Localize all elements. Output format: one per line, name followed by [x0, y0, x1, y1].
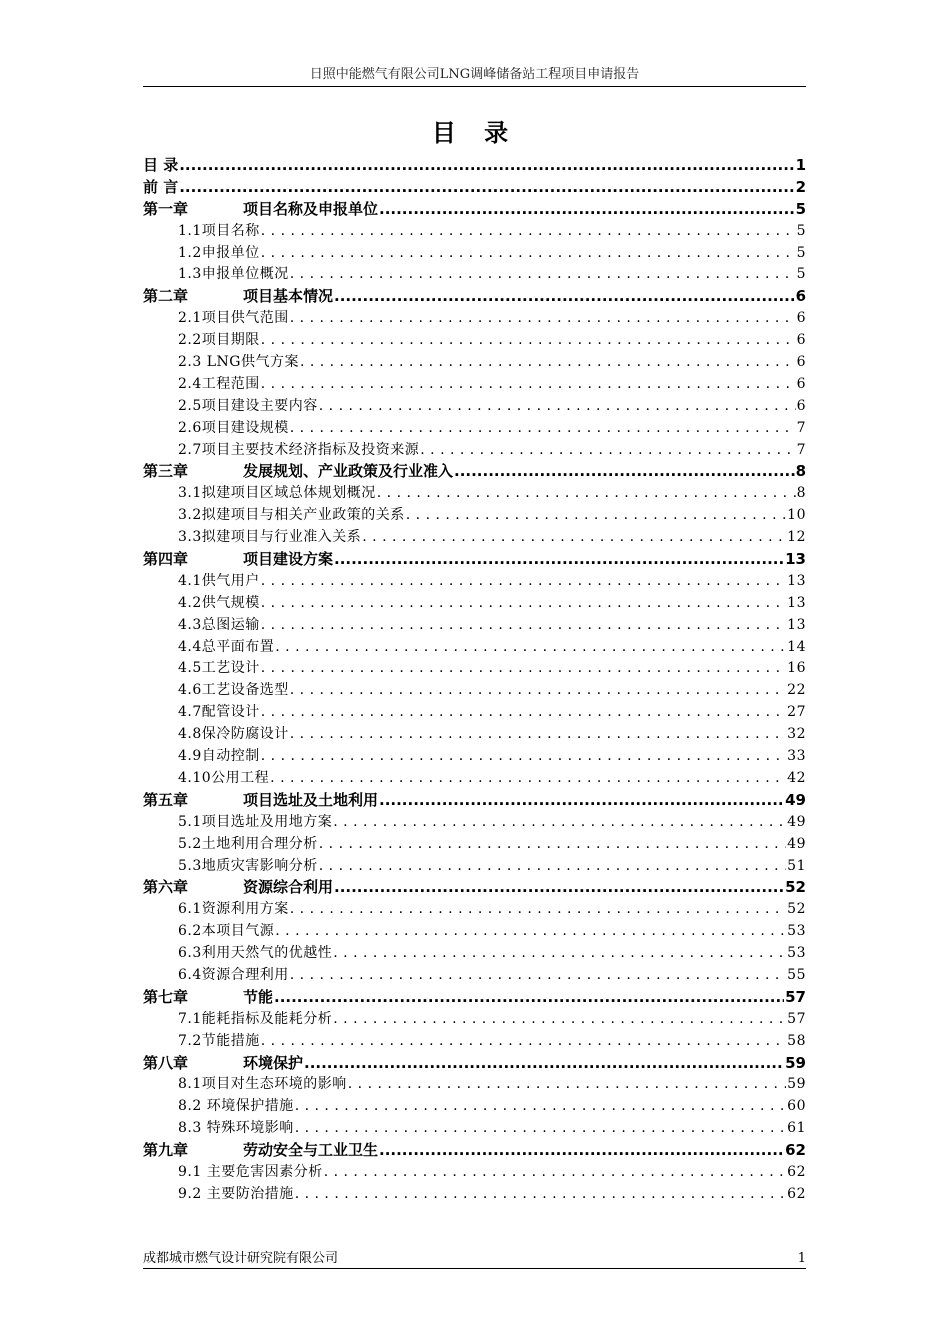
dot-leader: [304, 1054, 784, 1072]
toc-chapter-entry[interactable]: [143, 198, 806, 220]
toc-section-entry[interactable]: [143, 898, 806, 920]
toc-entry-title: 2.5项目建设主要内容: [178, 397, 318, 414]
dot-leader: [261, 660, 786, 676]
toc-chapter-entry[interactable]: [143, 176, 806, 198]
toc-entry-title: 项目选址及土地利用: [243, 790, 379, 809]
toc-section-entry[interactable]: [143, 526, 806, 548]
toc-section-entry[interactable]: [143, 373, 806, 395]
toc-page-number: 10: [787, 507, 806, 524]
toc-page-number: 49: [787, 835, 806, 852]
toc-section-entry[interactable]: [143, 504, 806, 526]
dot-leader: [261, 748, 786, 764]
toc-entry-title: 8.2 环境保护措施: [178, 1098, 294, 1115]
toc-entry-title: 4.3总图运输: [178, 616, 260, 633]
toc-page-number: 7: [796, 419, 806, 436]
dot-leader: [290, 901, 786, 917]
toc-page-number: 33: [787, 748, 806, 765]
toc-chapter-entry[interactable]: [143, 548, 806, 570]
toc-section-entry[interactable]: [143, 855, 806, 877]
dot-leader: [179, 178, 794, 196]
toc-entry-title: 4.7配管设计: [178, 704, 260, 721]
toc-page-number: 58: [787, 1032, 806, 1049]
toc-section-entry[interactable]: [143, 1117, 806, 1139]
toc-entry-title: 4.4总平面布置: [178, 638, 275, 655]
toc-page-number: 49: [785, 790, 806, 809]
toc-entry-title: 4.6工艺设备选型: [178, 682, 289, 699]
toc-entry-title: 9.2 主要防治措施: [178, 1185, 294, 1202]
toc-page-number: 1: [795, 156, 806, 174]
dot-leader: [295, 1120, 786, 1136]
toc-page-number: 61: [787, 1120, 806, 1137]
toc-chapter-number: 第八章: [143, 1053, 189, 1072]
dot-leader: [377, 485, 796, 501]
dot-leader: [324, 1164, 786, 1180]
toc-page-number: 6: [795, 287, 806, 306]
toc-section-entry[interactable]: [143, 1095, 806, 1117]
toc-entry-title: 环境保护: [243, 1053, 304, 1072]
toc-entry-title: 4.1供气用户: [178, 572, 260, 589]
toc-entry-title: 节能: [243, 987, 274, 1006]
toc-section-entry[interactable]: [143, 395, 806, 417]
dot-leader: [290, 266, 796, 282]
toc-entry-title: 4.5工艺设计: [178, 660, 260, 677]
toc-entry-title: 4.9自动控制: [178, 748, 260, 765]
toc-section-entry[interactable]: [143, 723, 806, 745]
dot-leader: [379, 200, 795, 218]
toc-section-entry[interactable]: [143, 439, 806, 461]
toc-page-number: 5: [796, 244, 806, 261]
toc-page-number: 6: [796, 354, 806, 371]
toc-entry-title: 5.2土地利用合理分析: [178, 835, 318, 852]
dot-leader: [275, 923, 786, 939]
toc-page-number: 32: [787, 726, 806, 743]
toc-page-number: 57: [787, 1010, 806, 1027]
toc-chapter-number: 第二章: [143, 287, 189, 306]
toc-entry-title: 6.2本项目气源: [178, 923, 275, 940]
toc-page-number: 59: [787, 1076, 806, 1093]
toc-page-number: 51: [787, 857, 806, 874]
toc-page-number: 62: [785, 1141, 806, 1160]
toc-chapter-number: 第六章: [143, 878, 189, 897]
toc-page-number: 62: [787, 1185, 806, 1202]
toc-section-entry[interactable]: [143, 329, 806, 351]
toc-section-entry[interactable]: [143, 679, 806, 701]
toc-section-entry[interactable]: [143, 657, 806, 679]
toc-chapter-entry[interactable]: [143, 1139, 806, 1161]
dot-leader: [319, 398, 796, 414]
toc-page-number: 53: [787, 923, 806, 940]
dot-leader: [379, 791, 784, 809]
dot-leader: [179, 156, 794, 174]
dot-leader: [319, 836, 786, 852]
dot-leader: [300, 354, 796, 370]
toc-chapter-entry[interactable]: [143, 460, 806, 482]
toc-title: 目 录: [431, 119, 519, 147]
toc-chapter-number: 第四章: [143, 550, 189, 569]
dot-leader: [334, 878, 784, 896]
footer-page-number: 1: [797, 1251, 806, 1266]
toc-chapter-entry[interactable]: [143, 876, 806, 898]
dot-leader: [333, 1011, 786, 1027]
toc-page-number: 12: [787, 529, 806, 546]
toc-page-number: 13: [787, 616, 806, 633]
toc-page-number: 52: [787, 901, 806, 918]
toc-section-entry[interactable]: [143, 745, 806, 767]
dot-leader: [261, 595, 786, 611]
dot-leader: [261, 573, 786, 589]
table-of-contents: [143, 154, 806, 1205]
toc-chapter-entry[interactable]: [143, 285, 806, 307]
toc-page-number: 6: [796, 397, 806, 414]
toc-entry-title: 7.2节能措施: [178, 1032, 260, 1049]
dot-leader: [261, 704, 786, 720]
toc-entry-title: 项目建设方案: [243, 550, 334, 569]
toc-section-entry[interactable]: [143, 570, 806, 592]
page-footer: [143, 1250, 806, 1269]
toc-entry-title: 1.2申报单位: [178, 244, 260, 261]
toc-section-entry[interactable]: [143, 964, 806, 986]
toc-page-number: 55: [787, 966, 806, 983]
toc-entry-title: 2.4工程范围: [178, 375, 260, 392]
dot-leader: [362, 529, 786, 545]
toc-entry-title: 发展规划、产业政策及行业准入: [243, 462, 454, 481]
dot-leader: [333, 945, 786, 961]
dot-leader: [295, 1186, 786, 1202]
toc-page-number: 16: [787, 660, 806, 677]
toc-section-entry[interactable]: [143, 242, 806, 264]
toc-page-number: 5: [795, 199, 806, 218]
dot-leader: [261, 617, 786, 633]
toc-entry-title: 8.1项目对生态环境的影响: [178, 1076, 347, 1093]
toc-entry-title: 劳动安全与工业卫生: [243, 1141, 379, 1160]
toc-entry-title: 资源综合利用: [243, 878, 334, 897]
toc-page-number: 6: [796, 375, 806, 392]
toc-section-entry[interactable]: [143, 614, 806, 636]
toc-page-number: 62: [787, 1163, 806, 1180]
toc-entry-title: 1.3申报单位概况: [178, 266, 289, 283]
toc-page-number: 13: [787, 572, 806, 589]
toc-entry-title: 项目基本情况: [243, 287, 334, 306]
toc-page-number: 13: [785, 550, 806, 569]
toc-page-number: 5: [796, 222, 806, 239]
toc-entry-title: 3.2拟建项目与相关产业政策的关系: [178, 507, 405, 524]
dot-leader: [290, 726, 786, 742]
toc-page-number: 5: [796, 266, 806, 283]
dot-leader: [261, 223, 796, 239]
dot-leader: [275, 639, 786, 655]
footer-company: 成都城市燃气设计研究院有限公司: [143, 1251, 339, 1266]
dot-leader: [261, 376, 796, 392]
dot-leader: [295, 1098, 786, 1114]
dot-leader: [261, 1033, 786, 1049]
toc-page-number: 53: [787, 945, 806, 962]
toc-section-entry[interactable]: [143, 1030, 806, 1052]
dot-leader: [261, 245, 796, 261]
toc-page-number: 14: [787, 638, 806, 655]
toc-page-number: 49: [787, 813, 806, 830]
toc-page-number: 22: [787, 682, 806, 699]
toc-chapter-number: 第一章: [143, 199, 189, 218]
toc-entry-title: 9.1 主要危害因素分析: [178, 1163, 323, 1180]
toc-chapter-number: 第九章: [143, 1141, 189, 1160]
toc-chapter-entry[interactable]: [143, 154, 806, 176]
toc-entry-title: 1.1项目名称: [178, 222, 260, 239]
dot-leader: [420, 442, 795, 458]
toc-entry-title: 2.7项目主要技术经济指标及投资来源: [178, 441, 420, 458]
toc-chapter-entry[interactable]: [143, 789, 806, 811]
toc-entry-title: 7.1能耗指标及能耗分析: [178, 1010, 333, 1027]
dot-leader: [406, 507, 786, 523]
toc-section-entry[interactable]: [143, 833, 806, 855]
toc-entry-title: 5.1项目选址及用地方案: [178, 813, 333, 830]
toc-section-entry[interactable]: [143, 636, 806, 658]
toc-section-entry[interactable]: [143, 263, 806, 285]
page-header: 日照中能燃气有限公司LNG调峰储备站工程项目申请报告: [143, 64, 806, 87]
toc-page-number: 6: [796, 332, 806, 349]
dot-leader: [334, 550, 784, 568]
toc-section-entry[interactable]: [143, 942, 806, 964]
dot-leader: [334, 287, 795, 305]
toc-section-entry[interactable]: [143, 307, 806, 329]
dot-leader: [333, 814, 786, 830]
toc-entry-title: 项目名称及申报单位: [243, 199, 379, 218]
toc-chapter-number: 第七章: [143, 987, 189, 1006]
toc-chapter-entry[interactable]: [143, 986, 806, 1008]
toc-page-number: 7: [796, 441, 806, 458]
toc-section-entry[interactable]: [143, 767, 806, 789]
toc-page-number: 2: [795, 177, 806, 196]
toc-page-number: 8: [795, 462, 806, 481]
toc-chapter-number: 第五章: [143, 790, 189, 809]
toc-page-number: 52: [785, 878, 806, 897]
toc-page-number: 60: [787, 1098, 806, 1115]
toc-entry-title: 前 言: [143, 177, 179, 196]
toc-page-number: 8: [796, 485, 806, 502]
toc-section-entry[interactable]: [143, 1008, 806, 1030]
toc-section-entry[interactable]: [143, 220, 806, 242]
toc-chapter-entry[interactable]: [143, 1052, 806, 1074]
toc-chapter-number: 第三章: [143, 462, 189, 481]
toc-section-entry[interactable]: [143, 920, 806, 942]
dot-leader: [261, 332, 796, 348]
dot-leader: [290, 967, 786, 983]
toc-entry-title: 6.1资源利用方案: [178, 901, 289, 918]
dot-leader: [454, 462, 795, 480]
dot-leader: [290, 420, 796, 436]
toc-entry-title: 4.8保冷防腐设计: [178, 726, 289, 743]
toc-entry-title: 5.3地质灾害影响分析: [178, 857, 318, 874]
toc-page-number: 57: [785, 987, 806, 1006]
dot-leader: [290, 682, 786, 698]
toc-section-entry[interactable]: [143, 811, 806, 833]
toc-entry-title: 6.3利用天然气的优越性: [178, 945, 333, 962]
toc-entry-title: 2.2项目期限: [178, 332, 260, 349]
toc-entry-title: 3.3拟建项目与行业准入关系: [178, 529, 362, 546]
toc-section-entry[interactable]: [143, 351, 806, 373]
toc-page-number: 13: [787, 594, 806, 611]
dot-leader: [274, 988, 784, 1006]
toc-section-entry[interactable]: [143, 1183, 806, 1205]
dot-leader: [270, 770, 786, 786]
toc-page-number: 27: [787, 704, 806, 721]
toc-section-entry[interactable]: [143, 701, 806, 723]
toc-section-entry[interactable]: [143, 1073, 806, 1095]
toc-section-entry[interactable]: [143, 1161, 806, 1183]
toc-entry-title: 2.3 LNG供气方案: [178, 354, 299, 371]
toc-entry-title: 2.1项目供气范围: [178, 310, 289, 327]
toc-entry-title: 目 录: [143, 156, 179, 174]
dot-leader: [290, 310, 796, 326]
toc-section-entry[interactable]: [143, 417, 806, 439]
toc-page-number: 42: [787, 769, 806, 786]
toc-entry-title: 6.4资源合理利用: [178, 966, 289, 983]
dot-leader: [379, 1141, 784, 1159]
toc-entry-title: 2.6项目建设规模: [178, 419, 289, 436]
toc-page-number: 59: [785, 1053, 806, 1072]
toc-section-entry[interactable]: [143, 482, 806, 504]
dot-leader: [319, 858, 786, 874]
toc-entry-title: 4.2供气规模: [178, 594, 260, 611]
toc-entry-title: 4.10公用工程: [178, 769, 270, 786]
toc-page-number: 6: [796, 310, 806, 327]
toc-section-entry[interactable]: [143, 592, 806, 614]
toc-entry-title: 8.3 特殊环境影响: [178, 1120, 294, 1137]
toc-entry-title: 3.1拟建项目区域总体规划概况: [178, 485, 376, 502]
dot-leader: [348, 1076, 786, 1092]
